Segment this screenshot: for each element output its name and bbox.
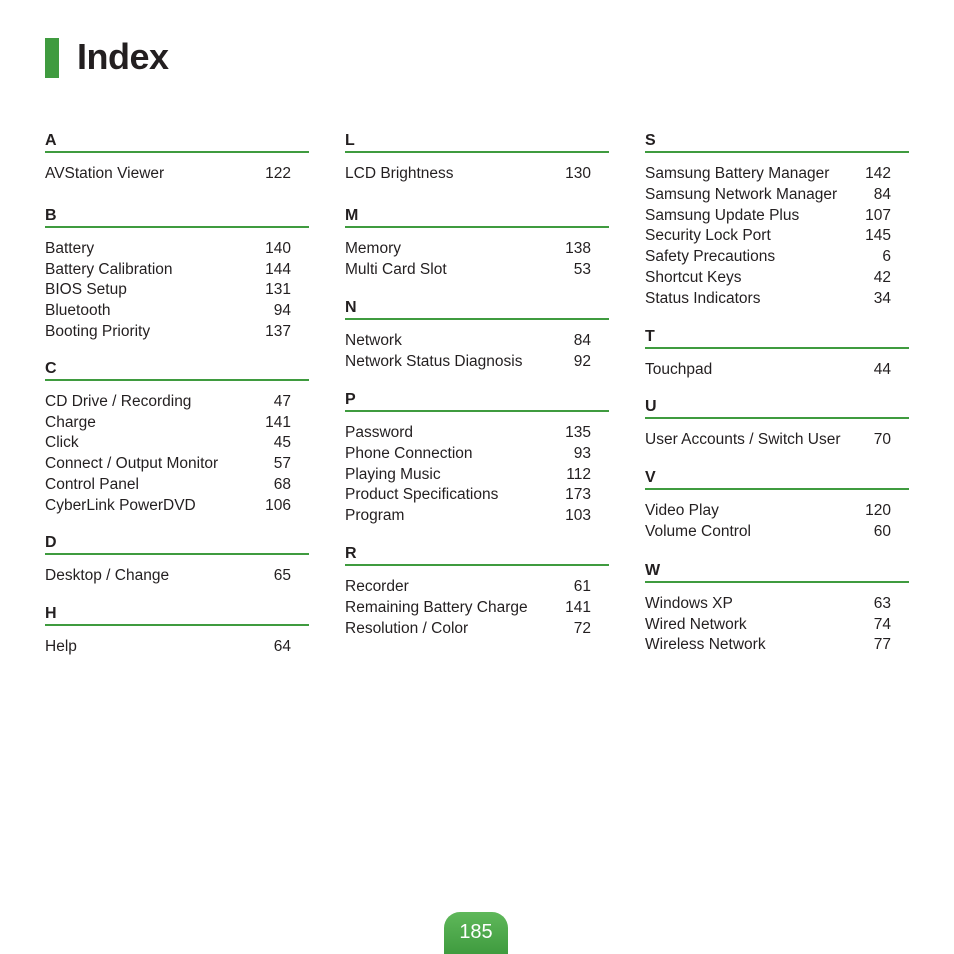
index-entry[interactable] bbox=[345, 598, 609, 619]
entry-topic: Network bbox=[345, 332, 402, 350]
index-entry[interactable] bbox=[645, 268, 909, 289]
section-letter: V bbox=[645, 469, 656, 487]
index-section-v bbox=[645, 468, 909, 543]
entry-topic: CD Drive / Recording bbox=[45, 392, 192, 410]
index-section-m bbox=[345, 206, 609, 281]
section-divider bbox=[345, 564, 609, 566]
entry-topic: Battery bbox=[45, 239, 95, 257]
entry-topic: Video Play bbox=[645, 502, 719, 520]
entry-page-number: 92 bbox=[573, 353, 591, 371]
page-title: Index bbox=[77, 36, 169, 77]
index-entry[interactable] bbox=[645, 594, 909, 615]
index-entry[interactable] bbox=[645, 522, 909, 543]
entry-topic: BIOS Setup bbox=[45, 281, 127, 299]
entry-topic: Windows XP bbox=[645, 594, 733, 612]
index-entry[interactable] bbox=[45, 322, 309, 343]
entry-topic: Volume Control bbox=[645, 522, 751, 540]
entry-page-number: 74 bbox=[873, 615, 891, 633]
entry-topic: CyberLink PowerDVD bbox=[45, 496, 196, 514]
entry-topic: Bluetooth bbox=[45, 302, 111, 320]
entry-page-number: 47 bbox=[273, 392, 291, 410]
entry-topic: Phone Connection bbox=[345, 444, 473, 462]
index-column-2 bbox=[345, 131, 609, 639]
entry-topic: Shortcut Keys bbox=[645, 268, 742, 286]
page-number: 185 bbox=[459, 921, 493, 943]
section-divider bbox=[345, 226, 609, 228]
entry-page-number: 53 bbox=[573, 260, 591, 278]
entry-topic: Wireless Network bbox=[645, 636, 766, 654]
entry-page-number: 64 bbox=[273, 638, 291, 656]
entry-page-number: 130 bbox=[565, 165, 591, 182]
section-letter: R bbox=[345, 544, 357, 562]
entry-page-number: 45 bbox=[273, 434, 291, 452]
entry-page-number: 106 bbox=[265, 496, 291, 514]
entry-page-number: 60 bbox=[873, 522, 891, 540]
index-column-3 bbox=[645, 131, 909, 656]
entry-page-number: 140 bbox=[265, 239, 291, 257]
index-section-b bbox=[45, 206, 309, 343]
entry-page-number: 61 bbox=[573, 577, 591, 595]
index-entry[interactable] bbox=[45, 392, 309, 413]
section-divider bbox=[45, 553, 309, 555]
index-entry[interactable] bbox=[45, 475, 309, 496]
index-section-r bbox=[345, 544, 609, 639]
index-entry[interactable] bbox=[345, 506, 609, 527]
index-section-n bbox=[345, 298, 609, 373]
index-entry[interactable] bbox=[45, 239, 309, 260]
entry-page-number: 112 bbox=[566, 465, 591, 483]
section-divider bbox=[645, 151, 909, 153]
index-entry[interactable] bbox=[345, 485, 609, 506]
index-section-l bbox=[345, 131, 609, 185]
section-divider bbox=[645, 488, 909, 490]
entry-page-number: 34 bbox=[873, 289, 891, 307]
section-letter: U bbox=[645, 398, 657, 416]
entry-topic: Program bbox=[345, 507, 405, 525]
index-column-1 bbox=[45, 131, 309, 658]
index-section-c bbox=[45, 359, 309, 517]
entry-topic: Status Indicators bbox=[645, 289, 761, 307]
entry-page-number: 131 bbox=[265, 281, 291, 299]
section-divider bbox=[45, 226, 309, 228]
entry-topic: Network Status Diagnosis bbox=[345, 353, 523, 371]
section-letter: W bbox=[645, 561, 661, 579]
entry-topic: Wired Network bbox=[645, 615, 747, 633]
section-letter: D bbox=[45, 533, 57, 551]
entry-page-number: 103 bbox=[565, 507, 591, 525]
index-entry[interactable] bbox=[645, 247, 909, 268]
entry-topic: Battery Calibration bbox=[45, 260, 173, 278]
section-divider bbox=[345, 410, 609, 412]
section-letter: S bbox=[645, 132, 656, 149]
entry-topic: User Accounts / Switch User bbox=[645, 431, 841, 449]
entry-topic: Memory bbox=[345, 239, 401, 257]
entry-page-number: 144 bbox=[265, 260, 291, 278]
index-entry[interactable] bbox=[645, 226, 909, 247]
entry-topic: Samsung Update Plus bbox=[645, 206, 800, 224]
entry-topic: Samsung Network Manager bbox=[645, 185, 838, 203]
index-entry[interactable] bbox=[45, 637, 309, 658]
entry-topic: Connect / Output Monitor bbox=[45, 455, 219, 473]
index-entry[interactable] bbox=[45, 433, 309, 454]
index-entry[interactable] bbox=[645, 360, 909, 381]
entry-page-number: 122 bbox=[265, 165, 291, 182]
index-entry[interactable] bbox=[345, 465, 609, 486]
entry-topic: Touchpad bbox=[645, 360, 713, 378]
index-entry[interactable] bbox=[345, 577, 609, 598]
page-number-tab bbox=[444, 912, 508, 954]
section-letter: T bbox=[645, 327, 655, 345]
section-divider bbox=[45, 379, 309, 381]
index-entry[interactable] bbox=[45, 413, 309, 434]
entry-page-number: 72 bbox=[573, 619, 591, 637]
index-entry[interactable] bbox=[345, 423, 609, 444]
entry-topic: Help bbox=[45, 638, 77, 656]
index-section-t bbox=[645, 327, 909, 381]
section-letter: H bbox=[45, 605, 57, 623]
entry-page-number: 65 bbox=[273, 566, 291, 584]
entry-page-number: 68 bbox=[273, 475, 291, 493]
section-divider bbox=[45, 624, 309, 626]
entry-topic: Password bbox=[345, 423, 414, 441]
section-letter: M bbox=[345, 206, 359, 224]
entry-page-number: 142 bbox=[865, 165, 891, 182]
entry-topic: Safety Precautions bbox=[645, 248, 776, 266]
index-section-d bbox=[45, 533, 309, 587]
section-divider bbox=[645, 417, 909, 419]
section-letter: N bbox=[345, 299, 357, 317]
entry-page-number: 57 bbox=[273, 455, 291, 473]
entry-page-number: 70 bbox=[873, 431, 891, 449]
section-letter: P bbox=[345, 390, 356, 408]
section-divider bbox=[345, 151, 609, 153]
index-section-a bbox=[45, 131, 309, 185]
entry-topic: Recorder bbox=[345, 577, 409, 595]
entry-topic: Samsung Battery Manager bbox=[645, 165, 830, 182]
entry-page-number: 63 bbox=[873, 594, 891, 612]
entry-page-number: 138 bbox=[565, 239, 591, 257]
entry-page-number: 141 bbox=[265, 413, 291, 431]
entry-topic: Charge bbox=[45, 413, 96, 431]
entry-page-number: 141 bbox=[565, 598, 591, 616]
section-divider bbox=[645, 581, 909, 583]
index-entry[interactable] bbox=[45, 496, 309, 517]
index-section-u bbox=[645, 397, 909, 451]
index-entry[interactable] bbox=[645, 185, 909, 206]
index-entry[interactable] bbox=[645, 206, 909, 227]
index-section-w bbox=[645, 561, 909, 656]
index-section-s bbox=[645, 131, 909, 310]
entry-page-number: 107 bbox=[865, 206, 891, 224]
entry-page-number: 137 bbox=[265, 322, 291, 340]
entry-topic: Remaining Battery Charge bbox=[345, 598, 528, 616]
index-entry[interactable] bbox=[345, 352, 609, 373]
entry-page-number: 42 bbox=[873, 268, 891, 286]
entry-page-number: 135 bbox=[565, 423, 591, 441]
index-entry[interactable] bbox=[345, 619, 609, 640]
section-letter: C bbox=[45, 359, 57, 377]
section-letter: L bbox=[345, 132, 355, 149]
entry-page-number: 6 bbox=[882, 248, 891, 266]
entry-page-number: 84 bbox=[873, 185, 891, 203]
entry-topic: Security Lock Port bbox=[645, 227, 771, 245]
index-entry[interactable] bbox=[45, 260, 309, 281]
index-entry[interactable] bbox=[45, 454, 309, 475]
index-entry[interactable] bbox=[345, 239, 609, 260]
entry-page-number: 94 bbox=[273, 302, 291, 320]
index-entry[interactable] bbox=[345, 444, 609, 465]
entry-topic: Desktop / Change bbox=[45, 566, 170, 584]
index-entry[interactable] bbox=[645, 635, 909, 656]
section-divider bbox=[45, 151, 309, 153]
index-section-h bbox=[45, 604, 309, 658]
entry-page-number: 145 bbox=[865, 227, 891, 245]
section-letter: B bbox=[45, 206, 57, 224]
section-divider bbox=[345, 318, 609, 320]
entry-topic: LCD Brightness bbox=[345, 165, 454, 182]
entry-topic: Control Panel bbox=[45, 475, 139, 493]
entry-page-number: 93 bbox=[573, 444, 591, 462]
entry-page-number: 77 bbox=[873, 636, 891, 654]
entry-page-number: 44 bbox=[873, 360, 891, 378]
index-section-p bbox=[345, 390, 609, 527]
entry-topic: Click bbox=[45, 434, 79, 452]
section-divider bbox=[645, 347, 909, 349]
entry-topic: Product Specifications bbox=[345, 486, 499, 504]
entry-topic: AVStation Viewer bbox=[45, 165, 165, 182]
index-entry[interactable] bbox=[645, 501, 909, 522]
title-accent-bar bbox=[45, 38, 59, 78]
index-entry[interactable] bbox=[645, 615, 909, 636]
index-entry[interactable] bbox=[645, 430, 909, 451]
index-entry[interactable] bbox=[345, 164, 609, 185]
entry-topic: Playing Music bbox=[345, 465, 441, 483]
index-entry[interactable] bbox=[645, 164, 909, 185]
index-entry[interactable] bbox=[45, 566, 309, 587]
index-entry[interactable] bbox=[45, 301, 309, 322]
index-entry[interactable] bbox=[45, 280, 309, 301]
section-letter: A bbox=[45, 132, 57, 149]
entry-page-number: 120 bbox=[865, 502, 891, 520]
index-entry[interactable] bbox=[645, 289, 909, 310]
entry-page-number: 84 bbox=[573, 332, 591, 350]
index-entry[interactable] bbox=[345, 260, 609, 281]
index-entry[interactable] bbox=[345, 331, 609, 352]
entry-topic: Resolution / Color bbox=[345, 619, 469, 637]
entry-page-number: 173 bbox=[565, 486, 591, 504]
index-entry[interactable] bbox=[45, 164, 309, 185]
entry-topic: Multi Card Slot bbox=[345, 260, 447, 278]
entry-topic: Booting Priority bbox=[45, 322, 151, 340]
